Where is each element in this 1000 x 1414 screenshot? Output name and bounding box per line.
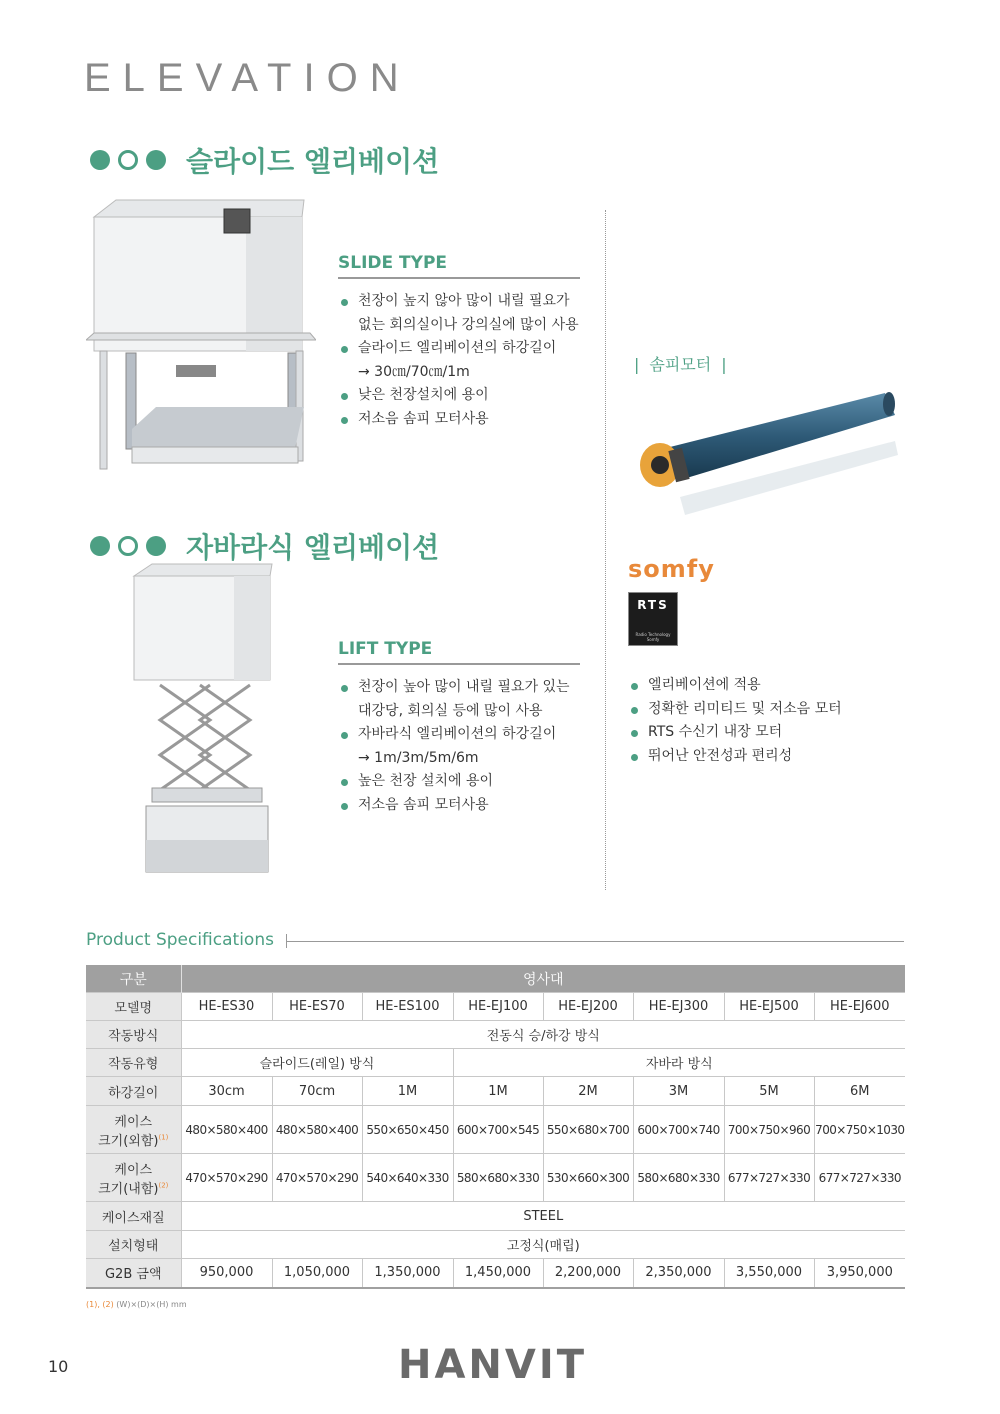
table-cell: 고정식(매립) — [181, 1231, 905, 1259]
table-cell: HE-ES100 — [362, 993, 453, 1021]
lift-bullet-list — [338, 676, 603, 817]
motor-heading: | 솜피모터 | — [634, 355, 727, 374]
table-cell: HE-EJ200 — [543, 993, 633, 1021]
table-cell: STEEL — [181, 1202, 905, 1231]
table-footnote — [86, 1300, 187, 1309]
rts-sub: Radio Technology Somfy — [635, 632, 671, 642]
table-header-cell: 구분 — [86, 965, 181, 993]
table-cell: 950,000 — [181, 1259, 272, 1288]
page-title: ELEVATION — [84, 56, 411, 100]
table-row — [86, 1202, 905, 1231]
table-row — [86, 1021, 905, 1049]
filled-dot-icon — [146, 150, 166, 170]
table-cell: 550×650×450 — [362, 1106, 453, 1154]
list-item: → 1m/3m/5m/6m — [358, 749, 479, 766]
table-row — [86, 1106, 905, 1154]
table-cell: HE-EJ500 — [724, 993, 814, 1021]
table-cell: 700×750×1030 — [814, 1106, 905, 1154]
list-item: RTS 수신기 내장 모터 — [628, 721, 908, 745]
list-item: 슬라이드 엘리베이션의 하강길이 — [338, 337, 598, 361]
row-header — [86, 1154, 181, 1202]
list-item: 저소음 솜피 모터사용 — [338, 794, 603, 818]
ring-dot-icon — [118, 536, 138, 556]
table-cell: 1,350,000 — [362, 1259, 453, 1288]
table-cell: 1,450,000 — [453, 1259, 543, 1288]
motor-heading-text: 솜피모터 — [649, 355, 712, 374]
table-row — [86, 1077, 905, 1106]
table-cell: HE-EJ600 — [814, 993, 905, 1021]
table-row — [86, 1049, 905, 1077]
row-header — [86, 1106, 181, 1154]
slide-section-title: 슬라이드 엘리베이션 — [186, 145, 440, 178]
table-cell: 2M — [543, 1077, 633, 1106]
footnote-mark: (2) — [158, 1181, 169, 1190]
table-row — [86, 993, 905, 1021]
ring-dot-icon — [118, 150, 138, 170]
table-row — [86, 1154, 905, 1202]
footnote-marks: (1), (2) — [86, 1300, 114, 1309]
table-cell: HE-ES30 — [181, 993, 272, 1021]
row-header: 작동방식 — [86, 1021, 181, 1049]
table-row — [86, 965, 905, 993]
table-cell: 6M — [814, 1077, 905, 1106]
filled-dot-icon — [146, 536, 166, 556]
table-cell: 1,050,000 — [272, 1259, 362, 1288]
page-number: 10 — [48, 1357, 69, 1376]
list-item: 천장이 높지 않아 많이 내릴 필요가 — [338, 290, 598, 314]
row-header-line: 케이스 — [114, 1114, 153, 1130]
table-cell: 480×580×400 — [272, 1106, 362, 1154]
row-header-line: 크기(내함) — [98, 1181, 159, 1197]
rts-label: RTS — [637, 598, 669, 612]
slide-elevation-image — [86, 195, 316, 485]
specs-table — [86, 965, 905, 1289]
row-header: G2B 금액 — [86, 1259, 181, 1288]
slide-bullet-list — [338, 290, 598, 431]
table-cell: 2,350,000 — [633, 1259, 724, 1288]
rts-badge — [628, 592, 678, 646]
slide-section-heading — [90, 140, 439, 180]
filled-dot-icon — [90, 150, 110, 170]
list-item: 천장이 높아 많이 내릴 필요가 있는 — [338, 676, 603, 700]
list-item: 뛰어난 안전성과 편리성 — [628, 745, 908, 769]
table-cell: HE-ES70 — [272, 993, 362, 1021]
table-cell: 자바라 방식 — [453, 1049, 905, 1077]
somfy-logo: somfy — [628, 555, 715, 583]
list-item: → 30㎝/70㎝/1m — [358, 363, 470, 380]
table-cell: 3,950,000 — [814, 1259, 905, 1288]
table-cell: 슬라이드(레일) 방식 — [181, 1049, 453, 1077]
footnote-mark: (1) — [158, 1133, 169, 1142]
row-header: 모델명 — [86, 993, 181, 1021]
lift-type-label: LIFT TYPE — [338, 639, 580, 665]
table-cell: 600×700×740 — [633, 1106, 724, 1154]
slide-type-label: SLIDE TYPE — [338, 253, 580, 279]
table-cell: 1M — [362, 1077, 453, 1106]
somfy-motor-image — [630, 385, 905, 535]
list-item: 없는 회의실이나 강의실에 많이 사용 — [358, 316, 579, 333]
table-cell: 677×727×330 — [814, 1154, 905, 1202]
row-header: 케이스재질 — [86, 1202, 181, 1231]
table-cell: 550×680×700 — [543, 1106, 633, 1154]
table-cell: 전동식 승/하강 방식 — [181, 1021, 905, 1049]
specs-title-rule — [286, 941, 904, 942]
table-cell: 3,550,000 — [724, 1259, 814, 1288]
filled-dot-icon — [90, 536, 110, 556]
brand-logo: HANVIT — [398, 1342, 588, 1388]
table-cell: 600×700×545 — [453, 1106, 543, 1154]
table-cell: 70cm — [272, 1077, 362, 1106]
table-cell: 480×580×400 — [181, 1106, 272, 1154]
table-cell: 3M — [633, 1077, 724, 1106]
table-cell: HE-EJ100 — [453, 993, 543, 1021]
row-header-line: 크기(외함) — [98, 1133, 159, 1149]
row-header: 설치형태 — [86, 1231, 181, 1259]
table-cell: 470×570×290 — [272, 1154, 362, 1202]
lift-section-title: 자바라식 엘리베이션 — [186, 531, 440, 564]
column-divider — [605, 210, 606, 890]
table-cell: HE-EJ300 — [633, 993, 724, 1021]
lift-elevation-image — [130, 560, 275, 900]
motor-bullet-list — [628, 674, 908, 768]
table-cell: 677×727×330 — [724, 1154, 814, 1202]
table-cell: 530×660×300 — [543, 1154, 633, 1202]
table-cell: 470×570×290 — [181, 1154, 272, 1202]
table-cell: 700×750×960 — [724, 1106, 814, 1154]
table-cell: 580×680×330 — [633, 1154, 724, 1202]
table-cell: 30cm — [181, 1077, 272, 1106]
list-item: 높은 천장 설치에 용이 — [338, 770, 603, 794]
table-cell: 5M — [724, 1077, 814, 1106]
table-row — [86, 1259, 905, 1288]
specs-title: Product Specifications — [86, 930, 274, 950]
list-item: 정확한 리미티드 및 저소음 모터 — [628, 698, 908, 722]
list-item: 엘리베이션에 적용 — [628, 674, 908, 698]
table-cell: 1M — [453, 1077, 543, 1106]
list-item: 대강당, 회의실 등에 많이 사용 — [358, 702, 543, 719]
list-item: 자바라식 엘리베이션의 하강길이 — [338, 723, 603, 747]
row-header: 하강길이 — [86, 1077, 181, 1106]
row-header-line: 케이스 — [114, 1162, 153, 1178]
list-item: 저소음 솜피 모터사용 — [338, 408, 598, 432]
row-header: 작동유형 — [86, 1049, 181, 1077]
table-header-cell: 영사대 — [181, 965, 905, 993]
list-item: 낮은 천장설치에 용이 — [338, 384, 598, 408]
table-cell: 540×640×330 — [362, 1154, 453, 1202]
footnote-text: (W)×(D)×(H) mm — [116, 1300, 187, 1309]
table-cell: 2,200,000 — [543, 1259, 633, 1288]
table-row — [86, 1231, 905, 1259]
table-cell: 580×680×330 — [453, 1154, 543, 1202]
